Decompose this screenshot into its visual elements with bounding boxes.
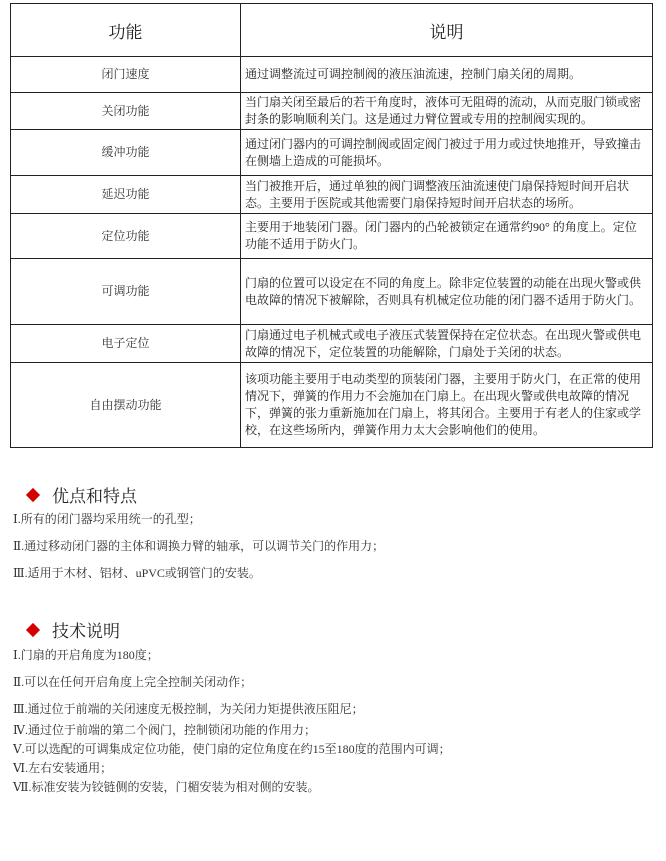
table-row — [11, 325, 653, 363]
table-row — [11, 259, 653, 325]
feature-item: Ⅲ.适用于木材、铝材、uPVC或钢管门的安装。 — [13, 566, 261, 580]
function-table — [10, 3, 653, 448]
tech-item: Ⅲ.通过位于前端的关闭速度无极控制，为关闭力矩提供液压阻尼； — [13, 702, 364, 716]
feature-cell: 关闭功能 — [11, 93, 241, 130]
description-cell: 门扇通过电子机械式或电子液压式装置保持在定位状态。在出现火警或供电故障的情况下，定位装置的功能解除，门扇处于关闭的状态。 — [241, 325, 653, 363]
red-diamond-icon — [26, 487, 40, 501]
tech-title: 技术说明 — [52, 622, 120, 641]
description-cell: 门扇的位置可以设定在不同的角度上。除非定位装置的动能在出现火警或供电故障的情况下被解除，否则具有机械定位功能的闭门器不适用于防火门。 — [241, 259, 653, 325]
feature-cell: 延迟功能 — [11, 176, 241, 214]
description-cell: 当门扇关闭至最后的若干角度时，液体可无阻碍的流动，从而克服门锁或密封条的影响顺利关门。这是通过力臂位置或专用的控制阀实现的。 — [241, 93, 653, 130]
header-description: 说明 — [241, 4, 653, 57]
table-row — [11, 214, 653, 259]
features-heading — [22, 482, 137, 507]
feature-cell: 闭门速度 — [11, 57, 241, 93]
feature-cell: 可调功能 — [11, 259, 241, 325]
description-cell: 通过调整流过可调控制阀的液压油流速，控制门扇关闭的周期。 — [241, 57, 653, 93]
red-diamond-icon — [26, 622, 40, 636]
feature-item: Ⅱ.通过移动闭门器的主体和调换力臂的轴承，可以调节关门的作用力； — [13, 539, 385, 553]
tech-item: Ⅴ.可以选配的可调集成定位功能，使门扇的定位角度在约15至180度的范围内可调； — [13, 742, 451, 756]
feature-item: Ⅰ.所有的闭门器均采用统一的孔型； — [13, 512, 201, 526]
description-cell: 通过闭门器内的可调控制阀或固定阀门被过于用力或过快地推开，导致撞击在侧墙上造成的可能损坏。 — [241, 130, 653, 176]
table-row — [11, 93, 653, 130]
description-cell: 该项功能主要用于电动类型的顶装闭门器，主要用于防火门，在正常的使用情况下，弹簧的作用力不会施加在门扇上。在出现火警或供电故障的情况下，弹簧的张力重新施加在门扇上，将其闭合。主要用于有老人的住家或学校，在这些场所内，弹簧作用力太大会影响他们的使用。 — [241, 363, 653, 448]
table-header — [11, 4, 653, 57]
tech-item: Ⅰ.门扇的开启角度为180度； — [13, 648, 159, 662]
description-cell: 主要用于地装闭门器。闭门器内的凸轮被锁定在通常约90° 的角度上。定位功能不适用于防火门。 — [241, 214, 653, 259]
tech-item: Ⅵ.左右安装通用； — [13, 761, 113, 775]
feature-cell: 电子定位 — [11, 325, 241, 363]
feature-cell: 缓冲功能 — [11, 130, 241, 176]
feature-cell: 定位功能 — [11, 214, 241, 259]
header-feature: 功能 — [11, 4, 241, 57]
tech-item: Ⅳ.通过位于前端的第二个阀门，控制锁闭功能的作用力； — [13, 723, 316, 737]
table-row — [11, 130, 653, 176]
description-cell: 当门被推开后，通过单独的阀门调整液压油流速使门扇保持短时间开启状态。主要用于医院或其他需要门扇保持短时间开启状态的场所。 — [241, 176, 653, 214]
table-row — [11, 363, 653, 448]
tech-heading — [22, 617, 120, 642]
feature-cell: 自由摆动功能 — [11, 363, 241, 448]
table-row — [11, 57, 653, 93]
table-row — [11, 176, 653, 214]
features-title: 优点和特点 — [52, 487, 137, 506]
tech-item: Ⅶ.标准安装为铰链侧的安装，门楣安装为相对侧的安装。 — [13, 780, 320, 794]
tech-item: Ⅱ.可以在任何开启角度上完全控制关闭动作； — [13, 675, 253, 689]
